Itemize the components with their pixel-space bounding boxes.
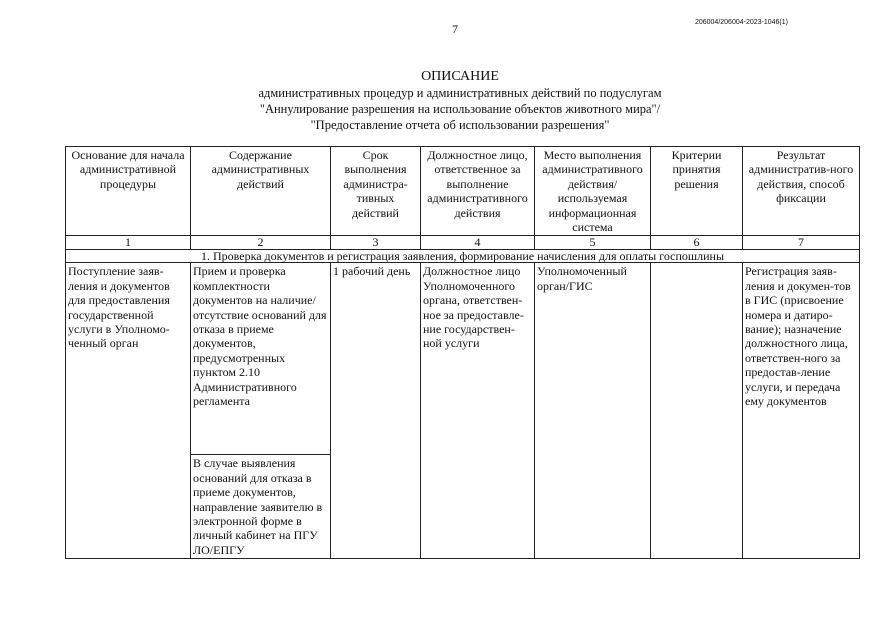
table-header-row (66, 147, 860, 236)
header-cell: Должностное лицо, ответственное за выполнение административного действия (421, 147, 535, 236)
header-cell: Основание для начала административной процедуры (66, 147, 191, 236)
page-number: 7 (452, 22, 458, 36)
criteria-cell (651, 263, 743, 559)
term-cell: 1 рабочий день (331, 263, 421, 559)
procedures-table (65, 146, 860, 559)
document-title: ОПИСАНИЕ (421, 69, 499, 84)
column-number: 5 (535, 236, 651, 250)
header-cell: Место выполнения административного действия/ используемая информационная система (535, 147, 651, 236)
column-number: 4 (421, 236, 535, 250)
header-cell: Результат административ-ного действия, способ фиксации (743, 147, 860, 236)
column-number: 2 (191, 236, 331, 250)
header-cell: Критерии принятия решения (651, 147, 743, 236)
column-number: 1 (66, 236, 191, 250)
header-cell: Содержание административных действий (191, 147, 331, 236)
document-subtitle-line-3: "Предоставление отчета об использовании разрешения" (310, 118, 610, 132)
document-subtitle-line-1: административных процедур и административных действий по подуслугам (258, 86, 662, 100)
document-subtitle-line-2: "Аннулирование разрешения на использование объектов животного мира"/ (259, 102, 661, 116)
column-number: 3 (331, 236, 421, 250)
document-code: 206004/206004-2023-1046(1) (694, 19, 788, 26)
column-number-row (66, 236, 860, 250)
action-cell: В случае выявления оснований для отказа в приеме документов, направление заявителю в электронной форме в личный кабинет на ПГУ ЛО/ЕПГУ (191, 455, 331, 559)
action-cell: Прием и проверка комплектности документов на наличие/отсутствие оснований для отказа в приеме документов, предусмотренных пунктом 2.10 Административного регламента (191, 263, 331, 455)
basis-cell: Поступление заяв-ления и документов для предоставления государственной услуги в Уполномо-ченный орган (66, 263, 191, 559)
section-row (66, 250, 860, 263)
table-row (66, 263, 860, 455)
header-cell: Срок выполнения администра-тивных действий (331, 147, 421, 236)
official-cell: Должностное лицо Уполномоченного органа, ответствен-ное за предоставле-ние государствен-ной услуги (421, 263, 535, 559)
result-cell: Регистрация заяв-ления и докумен-тов в ГИС (присвоение номера и датиро-вание); назначение должностного лица, ответствен-ного за предостав-ление услуги, и передача ему документов (743, 263, 860, 559)
section-title: 1. Проверка документов и регистрация заявления, формирование начисления для оплаты госпошлины (66, 250, 860, 263)
column-number: 7 (743, 236, 860, 250)
place-cell: Уполномоченный орган/ГИС (535, 263, 651, 559)
column-number: 6 (651, 236, 743, 250)
